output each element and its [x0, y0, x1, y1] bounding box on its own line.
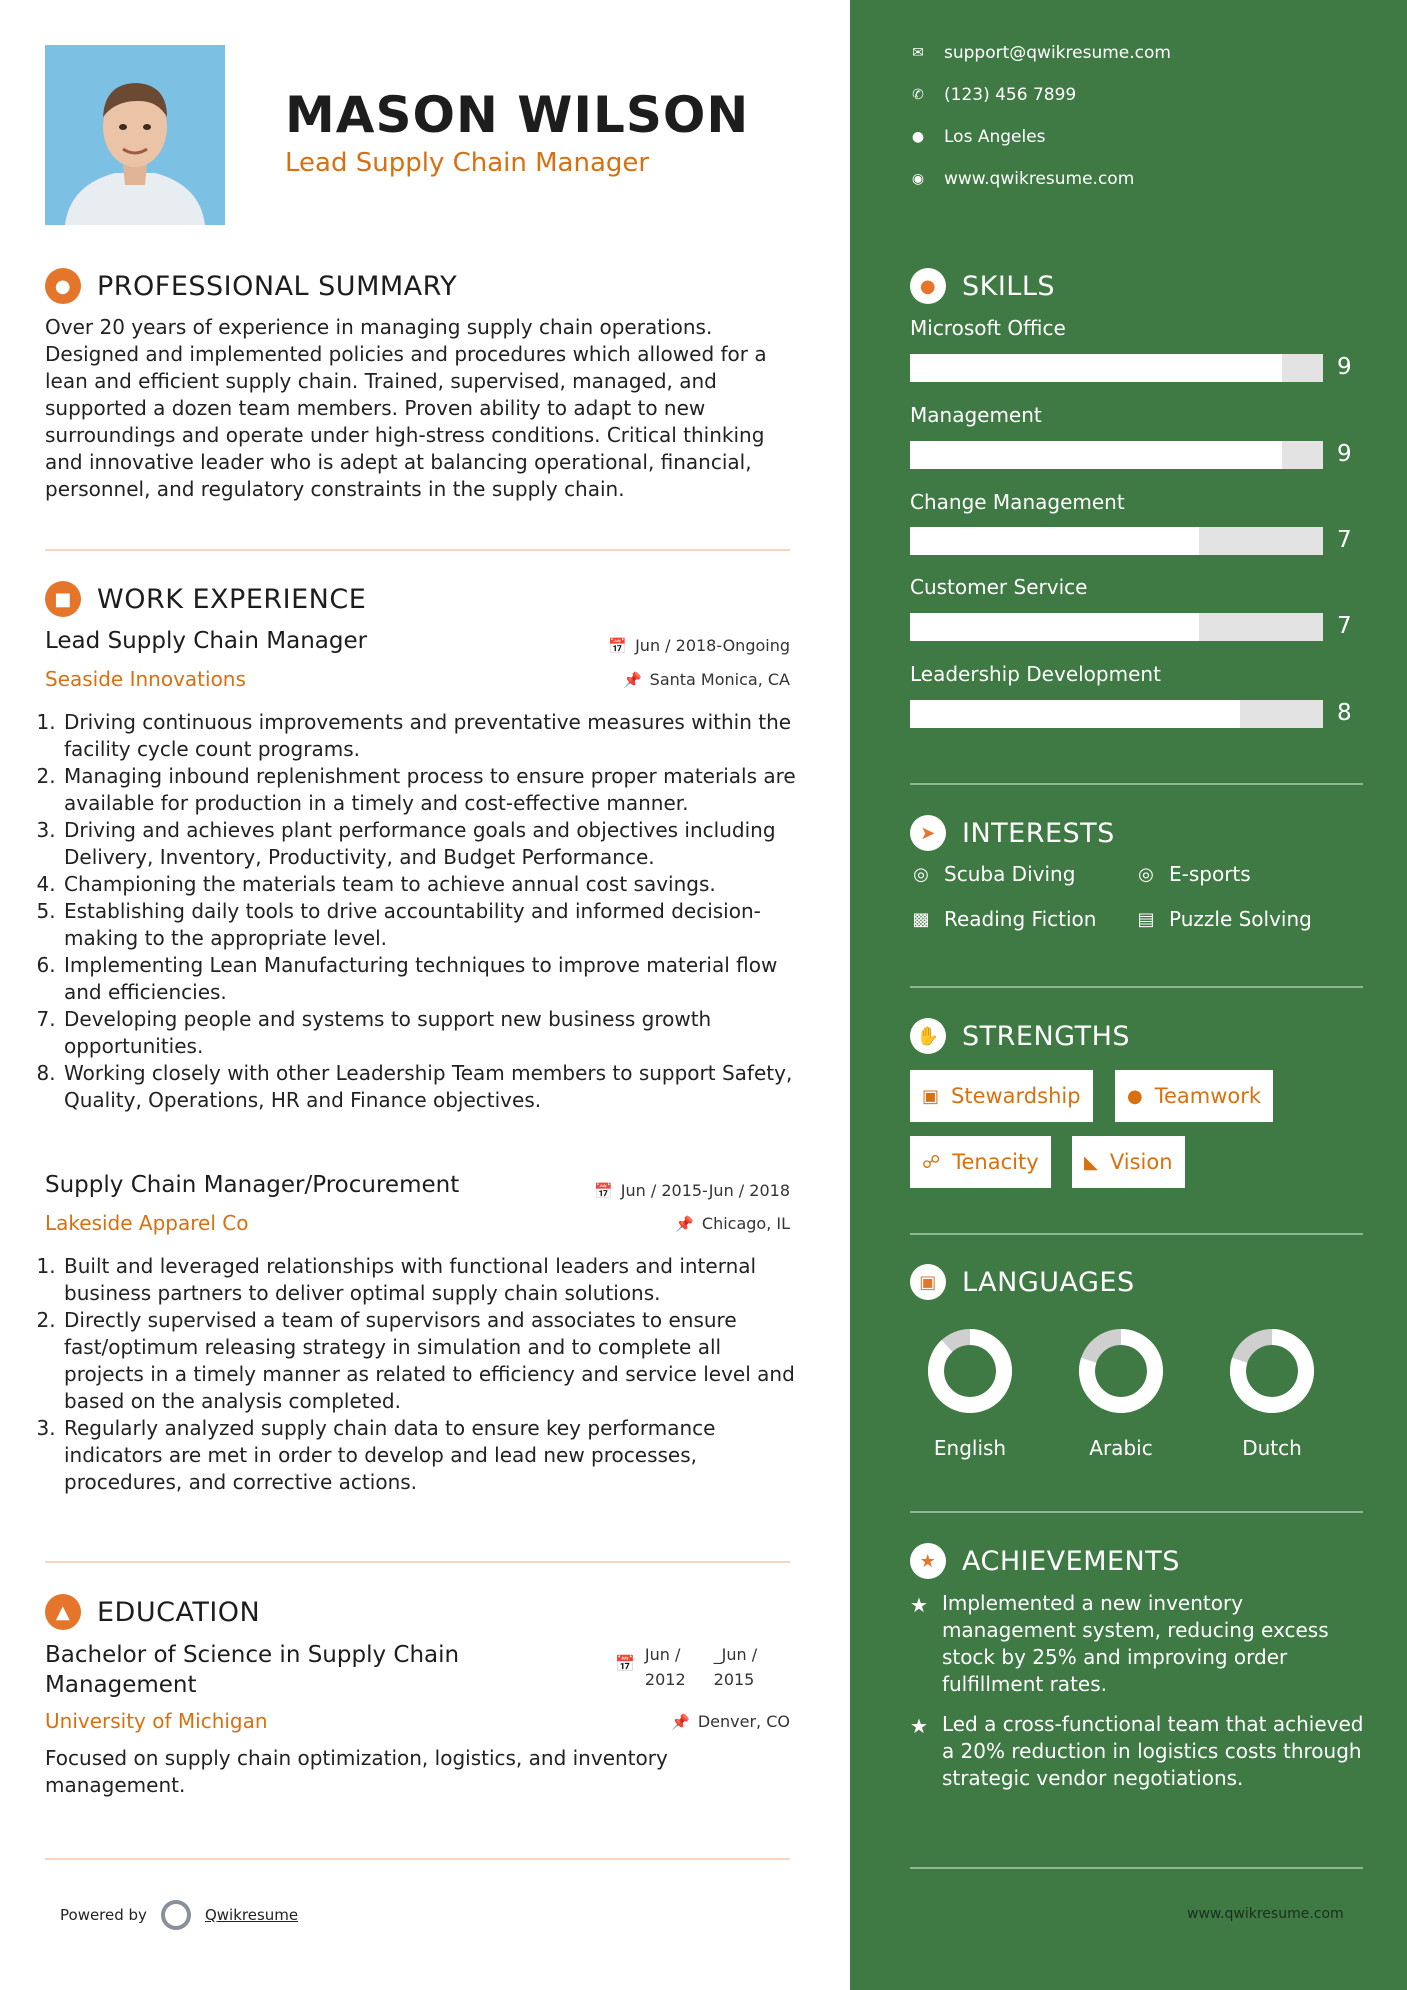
list-item: 1. Driving continuous improvements and preventative measures within the facility cycle count programs. — [62, 709, 800, 763]
job-duties-list — [40, 709, 800, 1114]
education-heading — [45, 1594, 260, 1630]
language-gauge-fill — [936, 1337, 1004, 1405]
languages-heading — [910, 1264, 1135, 1300]
binoculars-icon: ◣ — [1084, 1151, 1098, 1173]
job-dates — [594, 1181, 790, 1200]
life-ring-icon: ◎ — [913, 863, 929, 885]
envelope-icon: ✉ — [912, 45, 924, 61]
achievements-heading — [910, 1543, 1180, 1579]
interest-label: Reading Fiction — [944, 907, 1097, 931]
job-dates-text: Jun / 2018-Ongoing — [635, 636, 790, 655]
job-duties-list — [40, 1253, 800, 1496]
divider — [910, 1511, 1363, 1513]
sidebar — [850, 0, 1407, 1990]
education-start-month: Jun / — [644, 1645, 681, 1664]
star-badge-icon: ★ — [910, 1543, 946, 1579]
achievements-title: ACHIEVEMENTS — [962, 1545, 1180, 1577]
location-pin-icon: ● — [911, 129, 925, 145]
star-icon: ★ — [910, 1593, 928, 1617]
contact-email[interactable] — [910, 43, 1171, 63]
contact-website[interactable] — [910, 169, 1134, 189]
divider — [910, 783, 1363, 785]
education-end-month: _Jun / — [713, 1645, 758, 1664]
divider — [45, 1561, 790, 1563]
job-company: Seaside Innovations — [45, 667, 246, 691]
strength-label: Stewardship — [951, 1084, 1081, 1108]
list-item: 6. Implementing Lean Manufacturing techniques to improve material flow and efficiencies. — [62, 952, 800, 1006]
users-icon: ● — [1127, 1085, 1143, 1107]
skill-bar — [910, 354, 1323, 382]
interest-label: Puzzle Solving — [1169, 907, 1312, 931]
list-item: 2. Directly supervised a team of supervisors and associates to ensure fast/optimum releasing strategy in simulation and to complete all projects in a timely manner as related to efficiency and service level and based on the analysis completed. — [62, 1307, 800, 1415]
divider — [45, 549, 790, 551]
language-gauge — [1227, 1326, 1317, 1416]
job-title: Supply Chain Manager/Procurement — [45, 1172, 460, 1198]
job-location — [675, 1214, 790, 1233]
skill-value: 8 — [1337, 700, 1352, 726]
calendar-icon: 📅 — [594, 1181, 613, 1200]
interest-label: Scuba Diving — [944, 862, 1076, 886]
qwikresume-logo-icon — [161, 1900, 191, 1930]
language-item — [1061, 1326, 1181, 1460]
divider — [910, 1233, 1363, 1235]
job-location-text: Santa Monica, CA — [649, 670, 790, 689]
strength-label: Vision — [1109, 1150, 1173, 1174]
briefcase-icon: ▣ — [922, 1085, 940, 1107]
education-end-year: 2015 — [713, 1670, 755, 1689]
contact-email-text: support@qwikresume.com — [944, 43, 1171, 63]
achievement-item — [910, 1711, 1370, 1792]
strength-badge — [1072, 1136, 1185, 1188]
education-title: EDUCATION — [97, 1596, 261, 1628]
calendar-icon: 📅 — [615, 1654, 635, 1673]
achievement-text: Implemented a new inventory management system, reducing excess stock by 25% and improving order fulfillment rates. — [941, 1591, 1329, 1696]
interest-item — [1135, 862, 1251, 886]
interest-label: E-sports — [1169, 862, 1251, 886]
language-item — [910, 1326, 1030, 1460]
strength-label: Teamwork — [1154, 1084, 1262, 1108]
education-school: University of Michigan — [45, 1709, 268, 1733]
education-description: Focused on supply chain optimization, logistics, and inventory management. — [45, 1746, 668, 1797]
education-end — [714, 1642, 757, 1692]
strengths-title: STRENGTHS — [962, 1020, 1131, 1052]
education-dates — [615, 1642, 757, 1692]
skill-name: Microsoft Office — [910, 316, 1066, 340]
globe-icon: ◉ — [911, 171, 925, 187]
pin-icon: 📌 — [622, 670, 642, 689]
skill-name: Leadership Development — [910, 662, 1161, 686]
interests-title: INTERESTS — [962, 817, 1115, 849]
skill-name: Customer Service — [910, 575, 1088, 599]
skill-bar-fill — [910, 527, 1199, 555]
star-icon: ★ — [910, 1714, 928, 1738]
translate-icon: ▣ — [910, 1264, 946, 1300]
skill-bar-fill — [910, 441, 1282, 469]
skill-bar-fill — [910, 354, 1282, 382]
job-dates — [608, 636, 790, 655]
powered-by — [60, 1900, 298, 1930]
skill-value: 7 — [1337, 527, 1352, 553]
skill-bar-fill — [910, 613, 1199, 641]
skill-bar-fill — [910, 700, 1240, 728]
interest-item — [910, 862, 1075, 886]
list-item: 3. Driving and achieves plant performance goals and objectives including Delivery, Inventory, Productivity, and Budget Performance. — [62, 817, 800, 871]
briefcase-chair-icon: ■ — [45, 581, 81, 617]
divider — [45, 1858, 790, 1860]
language-name: Arabic — [1089, 1436, 1153, 1460]
profile-photo-illustration — [45, 45, 225, 225]
skill-bar — [910, 441, 1323, 469]
contact-location-text: Los Angeles — [944, 127, 1046, 147]
languages-title: LANGUAGES — [962, 1266, 1135, 1298]
candidate-name: MASON WILSON — [285, 86, 750, 144]
list-item: 3. Regularly analyzed supply chain data to ensure key performance indicators are met in order to develop and lead new processes, procedures, and corrective actions. — [62, 1415, 800, 1496]
profile-photo — [45, 45, 225, 225]
list-item: 4. Championing the materials team to achieve annual cost savings. — [62, 871, 800, 898]
skill-name: Management — [910, 403, 1042, 427]
footer-site[interactable]: www.qwikresume.com — [1187, 1906, 1344, 1922]
skill-bar — [910, 613, 1323, 641]
language-gauge — [1076, 1326, 1166, 1416]
job-location-text: Chicago, IL — [701, 1214, 790, 1233]
paper-plane-icon: ➤ — [910, 815, 946, 851]
education-location — [671, 1712, 790, 1731]
skills-title: SKILLS — [962, 270, 1056, 302]
achievement-item — [910, 1590, 1370, 1698]
skills-heading — [910, 268, 1055, 304]
brand-link[interactable]: Qwikresume — [204, 1906, 299, 1924]
interest-item — [1135, 907, 1312, 931]
language-name: Dutch — [1242, 1436, 1302, 1460]
skill-value: 9 — [1337, 354, 1352, 380]
skill-bar — [910, 527, 1323, 555]
skill-value: 9 — [1337, 441, 1352, 467]
phone-icon: ✆ — [912, 87, 924, 103]
lightbulb-icon: ● — [910, 268, 946, 304]
education-start-year: 2012 — [644, 1670, 686, 1689]
pin-icon: 📌 — [671, 1712, 690, 1731]
experience-heading — [45, 581, 366, 617]
fist-icon: ✋ — [910, 1018, 946, 1054]
language-name: English — [933, 1436, 1007, 1460]
summary-heading — [45, 268, 457, 304]
graduation-cap-icon: ▲ — [45, 1594, 81, 1630]
contact-location — [910, 127, 1046, 147]
summary-text: Over 20 years of experience in managing supply chain operations. Designed and implemented policies and procedures which allowed for a lean and efficient supply chain. Trained, supervised, managed, and supported a dozen team members. Proven ability to adapt to new surroundings and operate under high-stress conditions. Critical thinking and innovative leader who is adept at balancing operational, financial, personnel, and regulatory constraints in the supply chain. — [45, 315, 767, 501]
skill-bar — [910, 700, 1323, 728]
strength-badge — [910, 1136, 1051, 1188]
achievement-text: Led a cross-functional team that achieved a 20% reduction in logistics costs through strategic vendor negotiations. — [941, 1712, 1364, 1790]
link-icon: ☍ — [922, 1151, 941, 1173]
strength-label: Tenacity — [952, 1150, 1039, 1174]
job-dates-text: Jun / 2015-Jun / 2018 — [620, 1181, 790, 1200]
powered-by-label: Powered by — [60, 1906, 147, 1924]
skill-name: Change Management — [910, 490, 1125, 514]
calendar-icon: 📅 — [608, 636, 628, 655]
contact-phone[interactable] — [910, 85, 1076, 105]
divider — [910, 986, 1363, 988]
job-location — [623, 670, 790, 689]
list-item: 1. Built and leveraged relationships with functional leaders and internal business partners to deliver optimal supply chain solutions. — [62, 1253, 800, 1307]
strength-badge — [910, 1070, 1093, 1122]
divider — [910, 1867, 1363, 1869]
strengths-heading — [910, 1018, 1130, 1054]
skill-value: 7 — [1337, 613, 1352, 639]
strength-badge — [1115, 1070, 1273, 1122]
interests-heading — [910, 815, 1115, 851]
book-icon: ▤ — [1137, 908, 1155, 930]
user-icon: ● — [45, 268, 81, 304]
list-item: 7. Developing people and systems to support new business growth opportunities. — [62, 1006, 800, 1060]
gamepad-icon: ▩ — [912, 908, 930, 930]
life-ring-icon: ◎ — [1138, 863, 1154, 885]
list-item: 2. Managing inbound replenishment process to ensure proper materials are available for production in a timely and cost-effective manner. — [62, 763, 800, 817]
contact-phone-text: (123) 456 7899 — [944, 85, 1077, 105]
summary-title: PROFESSIONAL SUMMARY — [97, 270, 458, 302]
language-gauge — [925, 1326, 1015, 1416]
contact-website-text: www.qwikresume.com — [944, 169, 1135, 189]
candidate-role: Lead Supply Chain Manager — [285, 148, 650, 178]
language-item — [1212, 1326, 1332, 1460]
interest-item — [910, 907, 1096, 931]
education-location-text: Denver, CO — [697, 1712, 790, 1731]
education-degree: Bachelor of Science in Supply Chain Management — [45, 1642, 460, 1698]
list-item: 8. Working closely with other Leadership Team members to support Safety, Quality, Operations, HR and Finance objectives. — [62, 1060, 800, 1114]
experience-title: WORK EXPERIENCE — [97, 583, 367, 615]
education-start — [645, 1642, 686, 1692]
pin-icon: 📌 — [675, 1214, 694, 1233]
list-item: 5. Establishing daily tools to drive accountability and informed decision-making to the appropriate level. — [62, 898, 800, 952]
job-title: Lead Supply Chain Manager — [45, 628, 368, 654]
job-company: Lakeside Apparel Co — [45, 1211, 249, 1235]
